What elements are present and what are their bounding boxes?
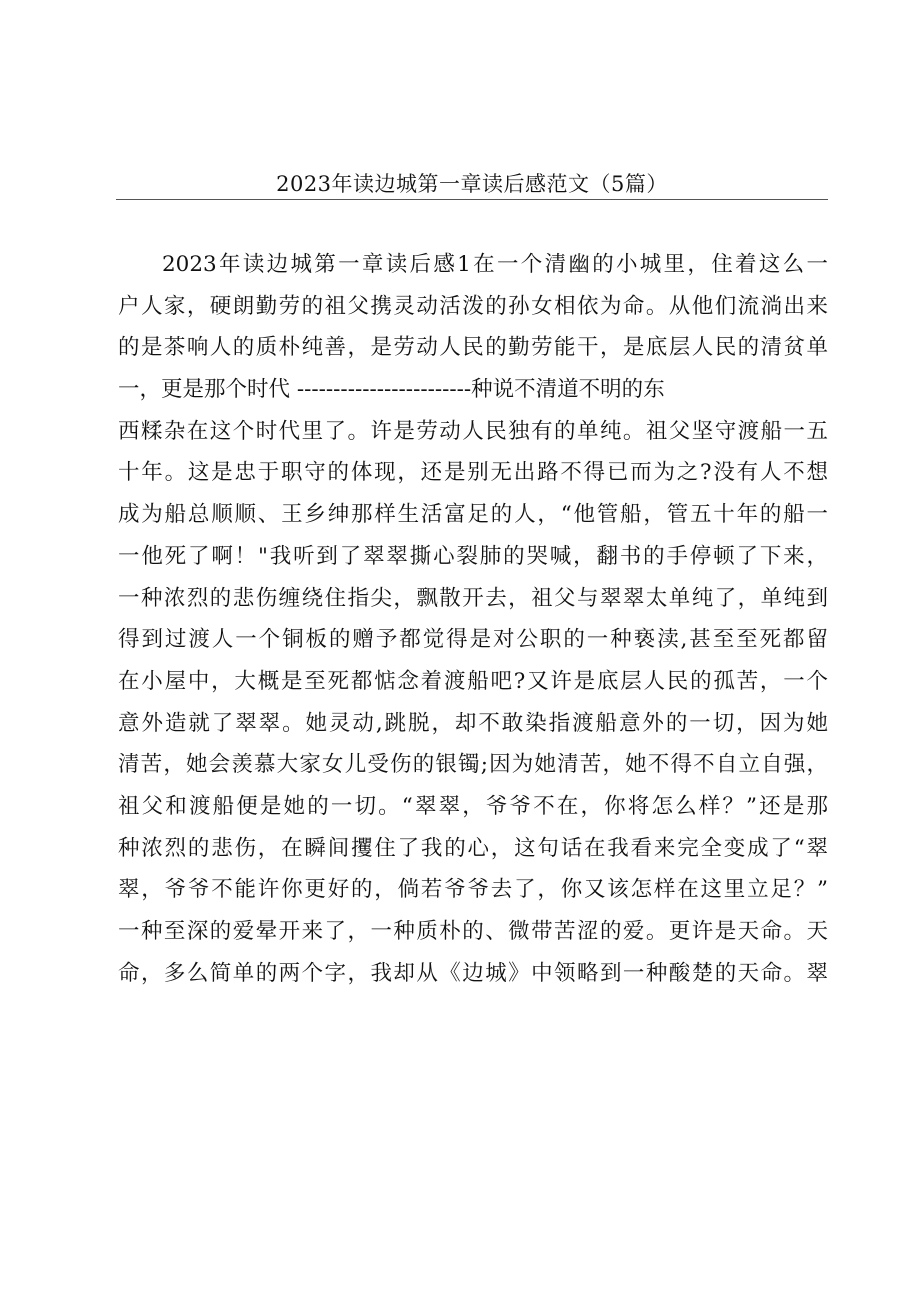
paragraph-line: 在小屋中，大概是至死都惦念着渡船吧?又许是底层人民的孤苦，一个 (118, 668, 828, 694)
paragraph-line: 意外造就了翠翠。她灵动,跳脱，却不敢染指渡船意外的一切，因为她 (118, 710, 828, 736)
paragraph-line: 2023年读边城第一章读后感1在一个清幽的小城里，住着这么一 (162, 252, 828, 277)
title-underline (116, 199, 828, 200)
paragraph-line: 翠，爷爷不能许你更好的，倘若爷爷去了，你又该怎样在这里立足？” (118, 877, 828, 903)
paragraph-line: 得到过渡人一个铜板的赠予都觉得是对公职的一种亵渎,甚至至死都留 (118, 627, 828, 653)
paragraph-line: 命，多么简单的两个字，我却从《边城》中领略到一种酸楚的天命。翠 (118, 960, 828, 986)
paragraph-line: 一，更是那个时代 ------------------------种说不清道不明的东 (118, 377, 665, 403)
paragraph-line: 户人家，硬朗勤劳的祖父携灵动活泼的孙女相依为命。从他们流淌出来 (118, 293, 828, 319)
paragraph-line: 成为船总顺顺、王乡绅那样生活富足的人，“他管船，管五十年的船一 (118, 502, 828, 528)
paragraph-line: 西糅杂在这个时代里了。许是劳动人民独有的单纯。祖父坚守渡船一五 (118, 418, 828, 444)
paragraph-line: 一他死了啊！"我听到了翠翠撕心裂肺的哭喊，翻书的手停顿了下来， (118, 543, 828, 569)
paragraph-line: 种浓烈的悲伤，在瞬间攫住了我的心，这句话在我看来完全变成了“翠 (118, 835, 828, 861)
paragraph-line: 的是茶响人的质朴纯善，是劳动人民的勤劳能干，是底层人民的清贫单 (118, 335, 828, 361)
paragraph-line: 一种浓烈的悲伤缠绕住指尖，飘散开去，祖父与翠翠太单纯了，单纯到 (118, 585, 828, 611)
paragraph-line: 十年。这是忠于职守的体现，还是别无出路不得已而为之?没有人不想 (118, 460, 828, 486)
paragraph-line: 清苦，她会羡慕大家女儿受伤的银镯;因为她清苦，她不得不自立自强， (118, 752, 828, 778)
document-body (118, 244, 828, 994)
paragraph-line: 一种至深的爱晕开来了，一种质朴的、微带苦涩的爱。更许是天命。天 (118, 919, 828, 944)
document-title: 2023年读边城第一章读后感范文（5篇） (276, 172, 668, 196)
paragraph-line: 祖父和渡船便是她的一切。“翠翠，爷爷不在，你将怎么样？”还是那 (118, 793, 828, 819)
